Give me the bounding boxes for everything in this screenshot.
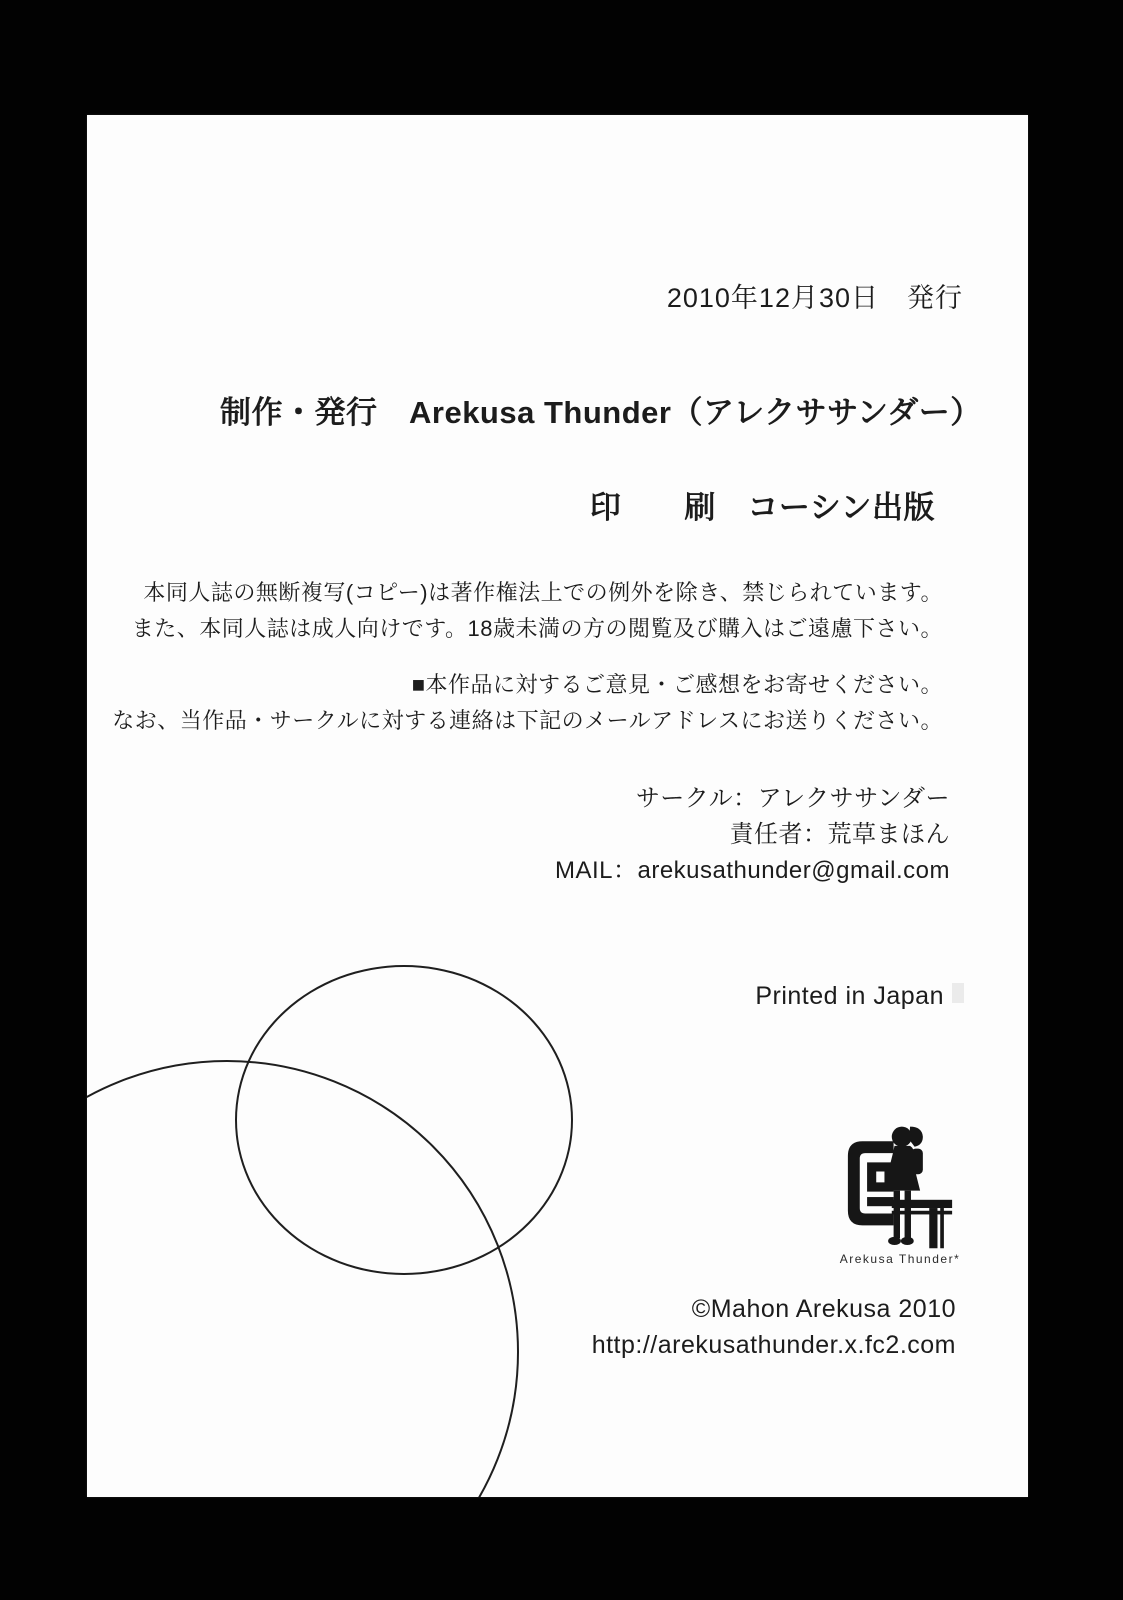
circle-logo [832,1123,968,1266]
publish-date: 2010年12月30日 発行 [666,283,963,313]
printed-in-japan: Printed in Japan [755,982,944,1010]
feedback-notice-line-1: ■本作品に対するご意見・ご感想をお寄せください。 [411,672,943,697]
arekusa-thunder-logo-icon [835,1123,965,1251]
copyright-notice [132,575,943,647]
production-credit: 制作・発行 Arekusa Thunder（アレクササンダー） [220,395,982,430]
copyright-notice-line-1: 本同人誌の無断複写(コピー)は著作権法上での例外を除き、禁じられています。 [143,580,943,605]
website-url: http://arekusathunder.x.fc2.com [591,1331,956,1359]
feedback-notice [112,667,943,739]
contact-info [555,781,950,889]
feedback-notice-line-2: なお、当作品・サークルに対する連絡は下記のメールアドレスにお送りください。 [112,708,943,733]
responsible-person: 責任者：荒草まほん [729,821,950,848]
footer-credits [592,1291,956,1363]
colophon-page [87,115,1028,1497]
circle-name: サークル：アレクササンダー [635,785,950,812]
copyright-notice-line-2: また、本同人誌は成人向けです。18歳未満の方の閲覧及び購入はご遠慮下さい。 [131,616,943,641]
logo-caption: Arekusa Thunder* [839,1252,961,1266]
scan-artifact [952,983,964,1003]
copyright-line: ©Mahon Arekusa 2010 [691,1295,956,1323]
contact-email: MAIL：arekusathunder@gmail.com [554,857,950,884]
printing-credit: 印 刷 コーシン出版 [589,490,935,525]
